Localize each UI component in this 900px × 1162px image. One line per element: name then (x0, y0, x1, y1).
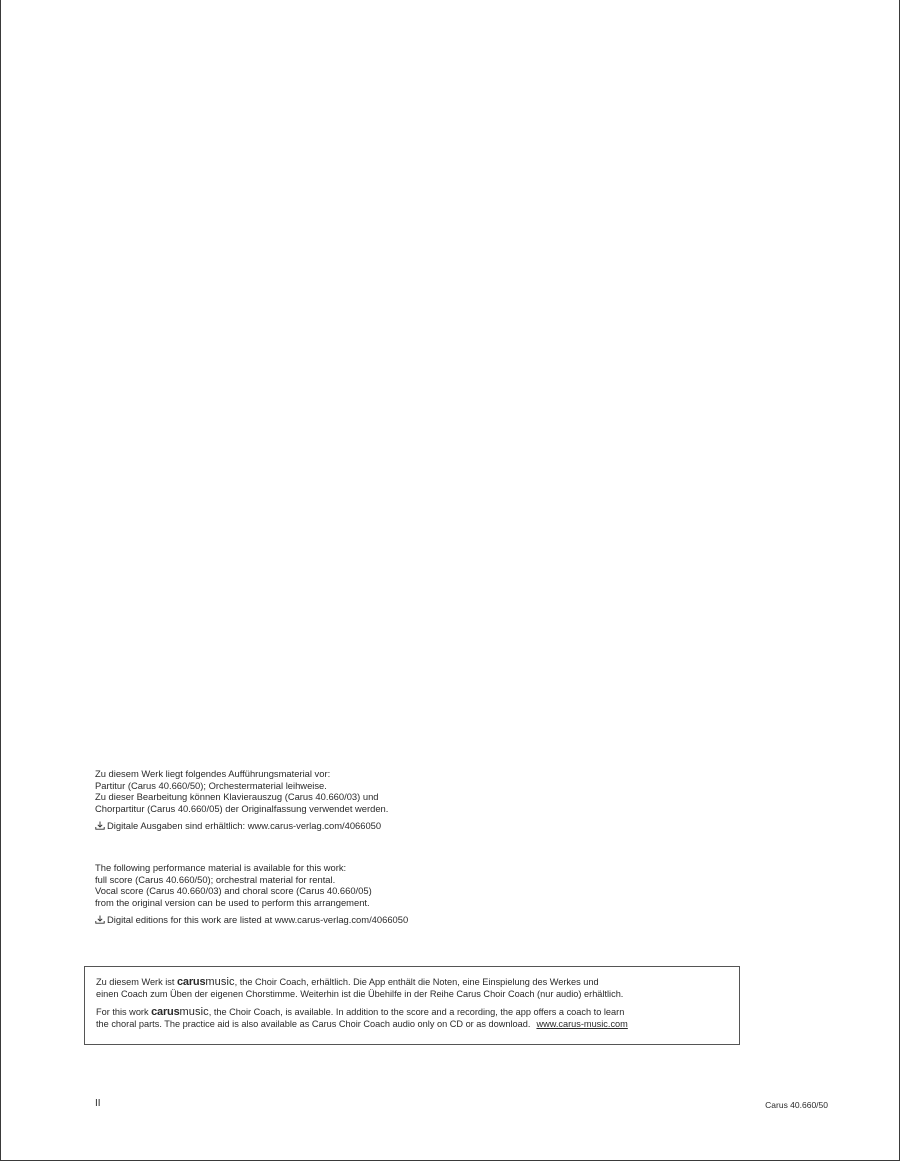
brand-logo-music: music (205, 976, 235, 988)
choir-english-after: , the Choir Coach, is available. In addition to the score and a recording, the app offers a coach to learn (208, 1007, 625, 1018)
choir-coach-box (84, 966, 740, 1045)
german-performance-material (95, 768, 655, 832)
german-line-2: Partitur (Carus 40.660/50); Orchestermaterial leihweise. (95, 779, 327, 791)
english-digital-line (95, 914, 655, 926)
german-line-4: Chorpartitur (Carus 40.660/05) der Originalfassung verwendet werden. (95, 802, 389, 814)
choir-german-line2: einen Coach zum Üben der eigenen Chorstimme. Weiterhin ist die Übehilfe in der Reihe Carus Choir Coach (nur audio) erhältlich. (96, 988, 624, 999)
english-line-4: from the original version can be used to perform this arrangement. (95, 896, 370, 908)
catalog-number: Carus 40.660/50 (765, 1100, 828, 1110)
choir-german-before: Zu diesem Werk ist (96, 977, 178, 987)
brand-logo-music: music (179, 1006, 209, 1019)
choir-coach-german (96, 977, 728, 1000)
english-line-3: Vocal score (Carus 40.660/03) and choral score (Carus 40.660/05) (95, 885, 372, 897)
choir-coach-english (96, 1007, 728, 1030)
brand-logo-carus: carus (177, 976, 206, 988)
english-performance-material (95, 862, 655, 926)
choir-english-line2: the choral parts. The practice aid is also available as Carus Choir Coach audio only on CD or as download. (96, 1018, 531, 1029)
german-line-3: Zu dieser Bearbeitung können Klavierauszug (Carus 40.660/03) und (95, 791, 379, 803)
choir-german-after: , the Choir Coach, erhältlich. Die App enthält die Noten, eine Einspielung des Werkes und (234, 977, 599, 987)
german-line-1: Zu diesem Werk liegt folgendes Aufführungsmaterial vor: (95, 768, 331, 779)
german-digital-text[interactable]: Digitale Ausgaben sind erhältlich: www.carus-verlag.com/4066050 (107, 820, 382, 832)
english-digital-text[interactable]: Digital editions for this work are listed at www.carus-verlag.com/4066050 (107, 914, 409, 926)
english-line-1: The following performance material is available for this work: (95, 862, 347, 873)
carus-music-link[interactable]: www.carus-music.com (536, 1018, 628, 1029)
german-digital-line (95, 820, 655, 832)
page-number: II (95, 1098, 101, 1109)
english-line-2: full score (Carus 40.660/50); orchestral material for rental. (95, 873, 336, 885)
download-icon (95, 821, 105, 830)
choir-english-before: For this work (96, 1007, 152, 1018)
download-icon (95, 915, 105, 924)
brand-logo-carus: carus (151, 1006, 180, 1019)
